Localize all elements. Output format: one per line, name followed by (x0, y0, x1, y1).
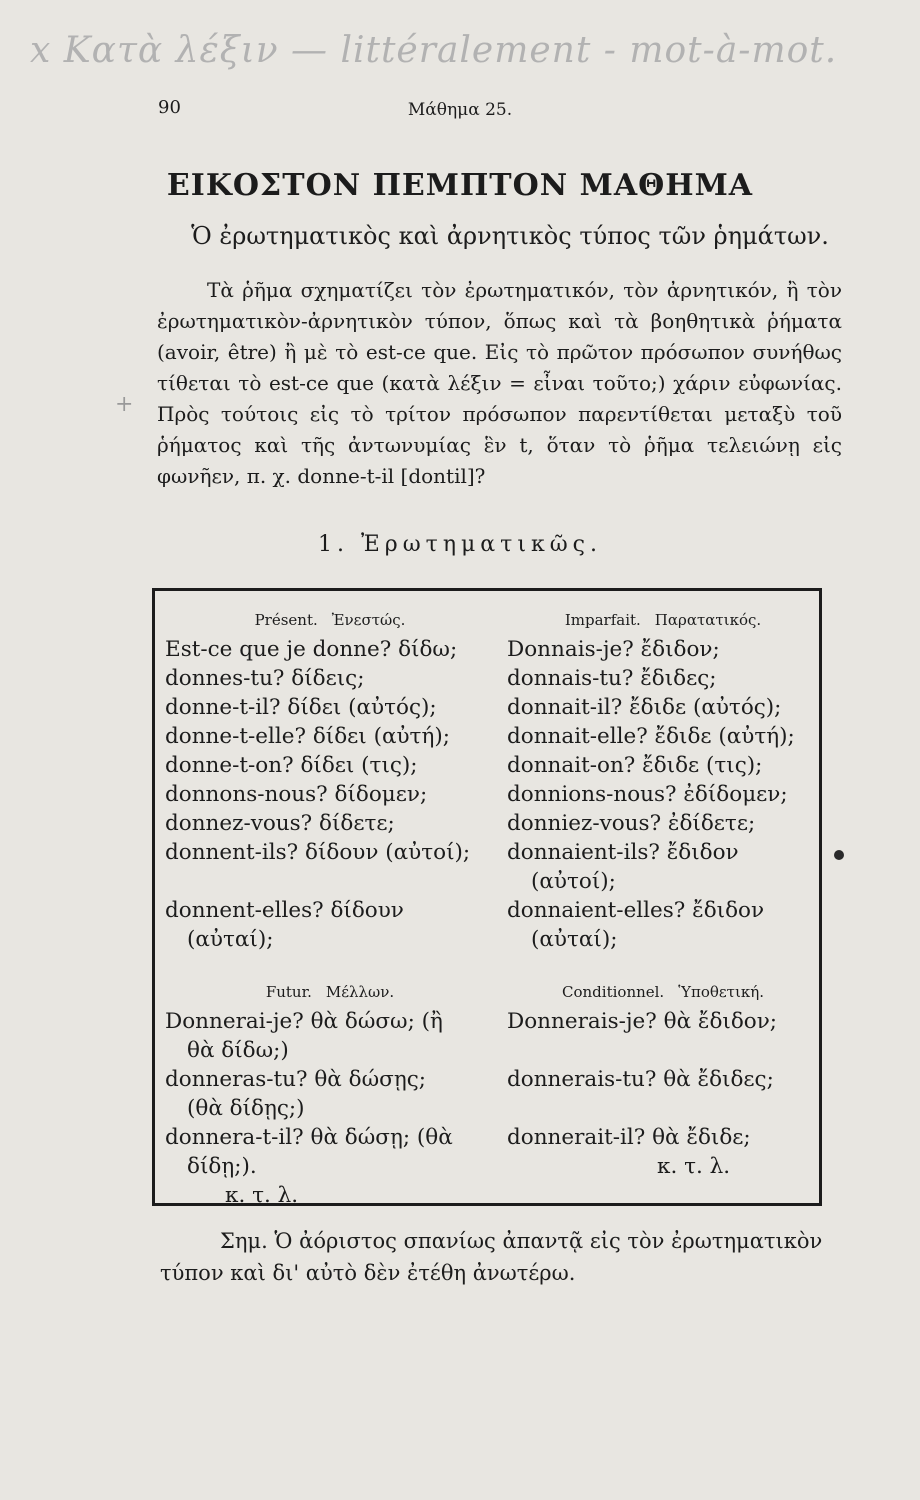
lesson-subtitle: Ὁ ἐρωτηματικὸς καὶ ἀρνητικὸς τύπος τῶν ῥημάτων. (191, 222, 829, 250)
present-row: donnent-ils? δίδουν (αὐτοί); (165, 840, 471, 865)
conditional-row: donnerait-il? θὰ ἔδιδε; (507, 1125, 751, 1150)
present-row-cont: (αὐταί); (187, 927, 274, 952)
present-label-gr: Ἐνεστώς. (331, 611, 406, 629)
page-number: 90 (158, 97, 181, 118)
imperfect-header (507, 591, 819, 629)
conditional-header (507, 963, 819, 1001)
note-paragraph: Σημ. Ὁ ἀόριστος σπανίως ἀπαντᾷ εἰς τὸν ἐρωτηματικὸν τύπον καὶ δι' αὐτὸ δὲν ἐτέθη ἀνωτέρω. (160, 1229, 823, 1285)
present-column (165, 591, 495, 954)
lesson-title: ΕΙΚΟΣΤΟΝ ΠΕΜΠΤΟΝ ΜΑΘΗΜΑ (166, 168, 754, 203)
conditional-row: Donnerais-je? θὰ ἔδιδον; (507, 1009, 778, 1034)
present-row: donne-t-on? δίδει (τις); (165, 753, 418, 778)
handwritten-annotation: x Κατὰ λέξιν — littéralement - mot-à-mot. (30, 30, 838, 71)
conjugation-table (152, 588, 822, 1206)
imperfect-label-gr: Παρατατικός. (654, 611, 762, 629)
future-etc: κ. τ. λ. (225, 1183, 299, 1208)
present-row: donne-t-il? δίδει (αὐτός); (165, 695, 437, 720)
conditional-row: donnerais-tu? θὰ ἔδιδες; (507, 1067, 774, 1092)
conditional-etc: κ. τ. λ. (657, 1154, 731, 1179)
present-row: donnons-nous? δίδομεν; (165, 782, 428, 807)
future-row-cont: θὰ δίδω;) (187, 1038, 289, 1063)
imperfect-row: donnait-on? ἔδιδε (τις); (507, 753, 763, 778)
running-head: Μάθημα 25. (407, 100, 513, 120)
imperfect-row: donnaient-ils? ἔδιδον (507, 840, 739, 865)
imperfect-row-cont: (αὐτοί); (531, 869, 616, 894)
present-label-fr: Présent. (254, 611, 318, 629)
present-row: donne-t-elle? δίδει (αὐτή); (165, 724, 450, 749)
future-header (165, 963, 495, 1001)
imperfect-row-cont: (αὐταί); (531, 927, 618, 952)
future-row: donnera-t-il? θὰ δώσῃ; (θὰ (165, 1125, 453, 1150)
section-heading: 1. Ἐρωτηματικῶς. (318, 532, 602, 557)
imperfect-row: donnaient-elles? ἔδιδον (507, 898, 765, 923)
present-header (165, 591, 495, 629)
present-row: donnes-tu? δίδεις; (165, 666, 365, 691)
imperfect-row: donnions-nous? ἐδίδομεν; (507, 782, 788, 807)
margin-dot (834, 850, 844, 860)
future-row-cont: δίδῃ;). (187, 1154, 257, 1179)
future-column (165, 963, 495, 1210)
imperfect-label-fr: Imparfait. (564, 611, 641, 629)
conditional-label-fr: Conditionnel. (562, 983, 665, 1001)
future-row-cont: (θὰ δίδῃς;) (187, 1096, 305, 1121)
future-row: donneras-tu? θὰ δώσῃς; (165, 1067, 426, 1092)
imperfect-row: Donnais-je? ἔδιδον; (507, 637, 720, 662)
imperfect-row: donniez-vous? ἐδίδετε; (507, 811, 756, 836)
conditional-label-gr: Ὑποθετική. (678, 983, 764, 1001)
present-row: Est-ce que je donne? δίδω; (165, 637, 458, 662)
present-row: donnent-elles? δίδουν (165, 898, 404, 923)
future-label-gr: Μέλλων. (325, 983, 395, 1001)
present-row: donnez-vous? δίδετε; (165, 811, 395, 836)
margin-cross-mark: + (115, 392, 134, 417)
intro-paragraph: Τὰ ῥῆμα σχηματίζει τὸν ἐρωτηματικόν, τὸν ἀρνητικόν, ἢ τὸν ἐρωτηματικὸν-ἀρνητικὸν τύπον, ὅπως καὶ τὰ βοηθητικὰ ῥήματα (avoir, être) ἢ μὲ τὸ est-ce que. Εἰς τὸ πρῶτον πρόσωπον συνήθως τίθεται τὸ est-ce que (κατὰ λέξιν = εἶναι τοῦτο;) χάριν εὐφωνίας. Πρὸς τούτοις εἰς τὸ τρίτον πρόσωπον παρεντίθεται μεταξὺ τοῦ ῥήματος καὶ τῆς ἀντωνυμίας ἓν t, ὅταν τὸ ῥῆμα τελειώνῃ εἰς φωνῆεν, π. χ. donne-t-il [dontil]? (157, 278, 842, 488)
imperfect-row: donnait-elle? ἔδιδε (αὐτή); (507, 724, 795, 749)
future-row: Donnerai-je? θὰ δώσω; (ἢ (165, 1009, 443, 1034)
future-label-fr: Futur. (265, 983, 312, 1001)
imperfect-row: donnait-il? ἔδιδε (αὐτός); (507, 695, 782, 720)
conditional-column (507, 963, 819, 1181)
imperfect-row: donnais-tu? ἔδιδες; (507, 666, 717, 691)
imperfect-column (507, 591, 819, 954)
